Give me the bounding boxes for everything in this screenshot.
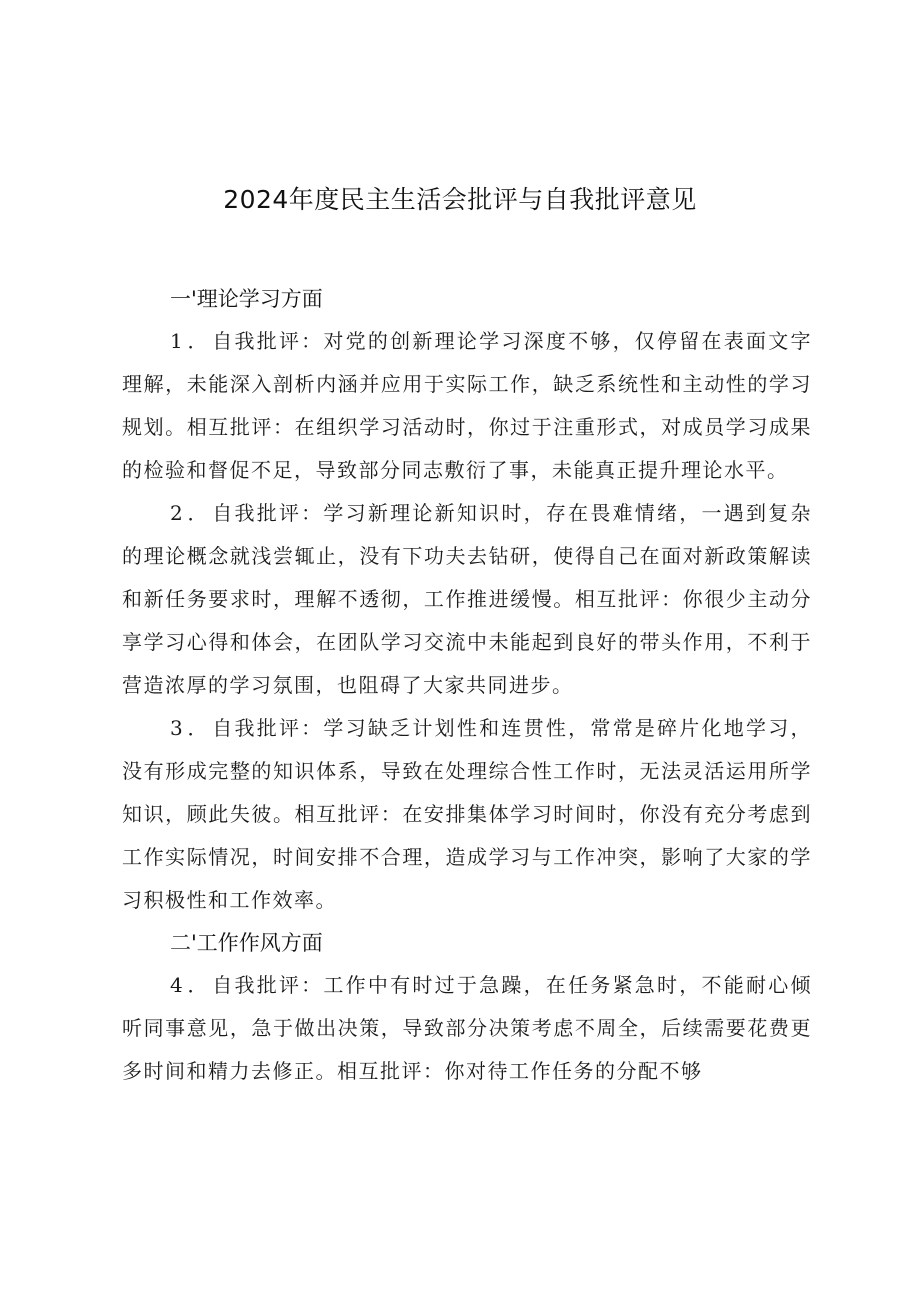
item-text: 自我批评：学习缺乏计划性和连贯性，常常是碎片化地学习，没有形成完整的知识体系，导致在处理综合性工作时，无法灵活运用所学知识，顾此失彼。相互批评：在安排集体学习时间时，你没有充分考虑到工作实际情况，时间安排不合理，造成学习与工作冲突，影响了大家的学习积极性和工作效率。 — [122, 716, 813, 912]
item-text: 自我批评：工作中有时过于急躁，在任务紧急时，不能耐心倾听同事意见，急于做出决策，导致部分决策考虑不周全，后续需要花费更多时间和精力去修正。相互批评：你对待工作任务的分配不够 — [122, 973, 813, 1083]
item-number: 2． — [170, 501, 213, 525]
item-number: 4． — [170, 973, 213, 997]
paragraph-item-3 — [122, 707, 812, 922]
item-text: 自我批评：对党的创新理论学习深度不够，仅停留在表面文字理解，未能深入剖析内涵并应用于实际工作，缺乏系统性和主动性的学习规划。相互批评：在组织学习活动时，你过于注重形式，对成员学习成果的检验和督促不足，导致部分同志敷衍了事，未能真正提升理论水平。 — [122, 329, 813, 482]
document-title: 2024年度民主生活会批评与自我批评意见 — [223, 185, 697, 214]
paragraph-item-4 — [122, 964, 812, 1093]
item-number: 3． — [170, 716, 213, 740]
item-number: 1． — [170, 329, 213, 353]
document-body — [122, 278, 812, 1093]
paragraph-item-2 — [122, 492, 812, 707]
section-heading-work-style: 二'工作作风方面 — [170, 931, 323, 955]
paragraph-item-1 — [122, 320, 812, 492]
item-text: 自我批评：学习新理论新知识时，存在畏难情绪，一遇到复杂的理论概念就浅尝辄止，没有下功夫去钻研，使得自己在面对新政策解读和新任务要求时，理解不透彻，工作推进缓慢。相互批评：你很少主动分享学习心得和体会，在团队学习交流中未能起到良好的带头作用，不利于营造浓厚的学习氛围，也阻碍了大家共同进步。 — [122, 501, 813, 697]
section-heading-theory-study: 一'理论学习方面 — [170, 287, 323, 311]
